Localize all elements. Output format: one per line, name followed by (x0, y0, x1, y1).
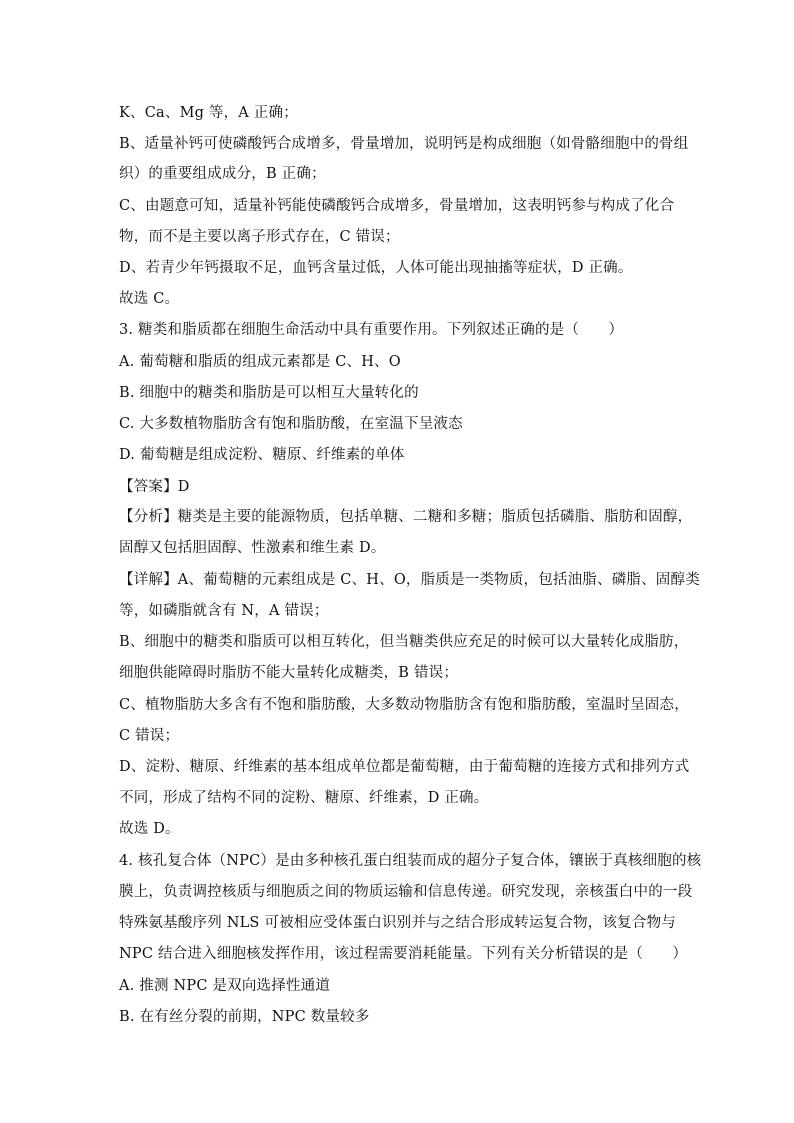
explanation-text: B、细胞中的糖类和脂质可以相互转化，但当糖类供应充足的时候可以大量转化成脂肪， (119, 634, 689, 650)
question-4-option-a: A. 推测 NPC 是双向选择性通道 (119, 978, 331, 994)
explanation-text: 【详解】A、葡萄糖的元素组成是 C、H、O，脂质是一类物质，包括油脂、磷脂、固醇类 (119, 572, 700, 588)
explanation-text: 不同，形成了结构不同的淀粉、糖原、纤维素，D 正确。 (119, 790, 489, 806)
explanation-text: D、淀粉、糖原、纤维素的基本组成单位都是葡萄糖，由于葡萄糖的连接方式和排列方式 (119, 759, 690, 775)
analysis-text: 【分析】糖类是主要的能源物质，包括单糖、二糖和多糖；脂质包括磷脂、脂肪和固醇， (119, 509, 693, 525)
question-3-option-b: B. 细胞中的糖类和脂肪是可以相互大量转化的 (119, 385, 419, 401)
question-3-stem: 3. 糖类和脂质都在细胞生命活动中具有重要作用。下列叙述正确的是（ ） (119, 322, 624, 338)
question-3-option-c: C. 大多数植物脂肪含有饱和脂肪酸，在室温下呈液态 (119, 416, 463, 432)
explanation-text: C 错误； (119, 728, 180, 744)
explanation-text: 等，如磷脂就含有 N，A 错误； (119, 603, 329, 619)
question-4-stem: NPC 结合进入细胞核发挥作用，该过程需要消耗能量。下列有关分析错误的是（ ） (119, 946, 688, 962)
question-4-stem: 膜上，负责调控核质与细胞质之间的物质运输和信息传递。研究发现，亲核蛋白中的一段 (119, 884, 693, 900)
question-3-option-a: A. 葡萄糖和脂质的组成元素都是 C、H、O (119, 354, 401, 370)
question-4-stem: 特殊氨基酸序列 NLS 可被相应受体蛋白识别并与之结合形成转运复合物，该复合物与 (119, 915, 676, 931)
analysis-text: 固醇又包括胆固醇、性激素和维生素 D。 (119, 540, 386, 556)
text-line: C、由题意可知，适量补钙能使磷酸钙合成增多，骨量增加，这表明钙参与构成了化合 (119, 198, 675, 214)
question-4-stem: 4. 核孔复合体（NPC）是由多种核孔蛋白组装而成的超分子复合体，镶嵌于真核细胞的核 (119, 853, 702, 869)
text-line: 织）的重要组成成分，B 正确； (119, 166, 326, 182)
answer-label: 【答案】D (119, 479, 190, 495)
text-line: D、若青少年钙摄取不足，血钙含量过低，人体可能出现抽搐等症状，D 正确。 (119, 260, 633, 276)
text-line: B、适量补钙可使磷酸钙合成增多，骨量增加，说明钙是构成细胞（如骨骼细胞中的骨组 (119, 136, 689, 152)
text-line: 故选 D。 (119, 821, 180, 837)
explanation-text: 细胞供能障碍时脂肪不能大量转化成糖类，B 错误； (119, 665, 459, 681)
text-line: 故选 C。 (119, 291, 180, 307)
question-3-option-d: D. 葡萄糖是组成淀粉、糖原、纤维素的单体 (119, 447, 405, 463)
text-line: 物，而不是主要以离子形式存在，C 错误； (119, 229, 400, 245)
question-4-option-b: B. 在有丝分裂的前期，NPC 数量较多 (119, 1009, 370, 1025)
text-line: K、Ca、Mg 等，A 正确； (119, 105, 298, 121)
explanation-text: C、植物脂肪大多含有不饱和脂肪酸，大多数动物脂肪含有饱和脂肪酸，室温时呈固态， (119, 697, 689, 713)
